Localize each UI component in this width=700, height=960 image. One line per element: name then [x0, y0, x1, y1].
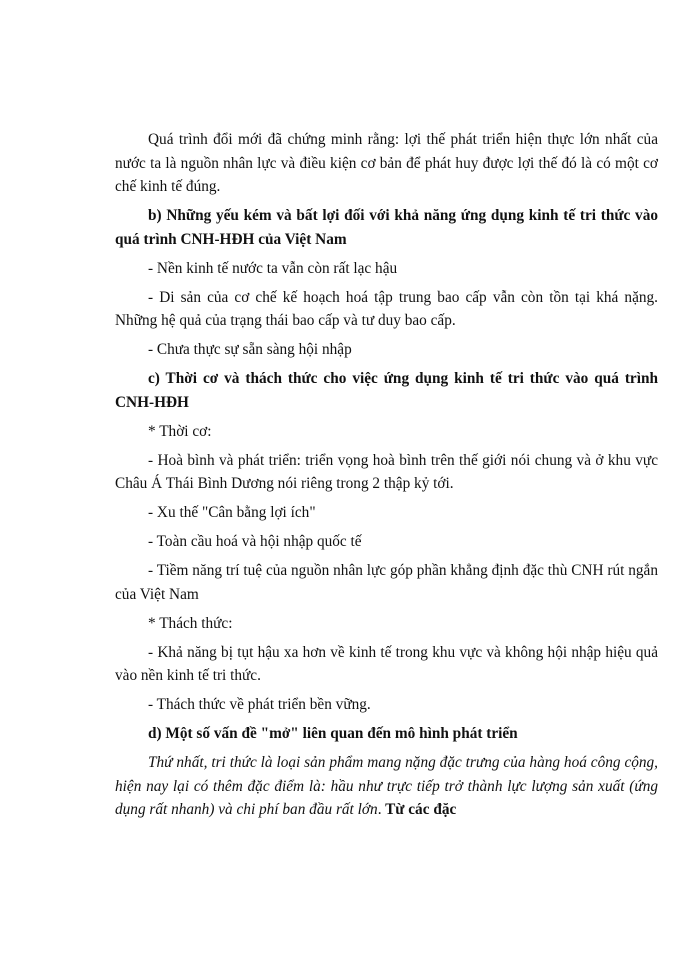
list-item-sustainable-development: - Thách thức về phát triển bền vững. [148, 696, 371, 713]
first-point-bold-text: Từ các đặc [381, 801, 457, 818]
list-item-balance-interests: - Xu thế "Cân bằng lợi ích" [148, 504, 316, 521]
list-item-peace-development: - Hoà bình và phát triển: triển vọng hoà bình trên thế giới nói chung và ở khu vực Châu Á Thái Bình Dương nói riêng trong 2 thập kỷ tới. [115, 451, 658, 492]
first-point-period: . [377, 801, 382, 818]
list-item-not-ready-integration: - Chưa thực sự sẵn sàng hội nhập [148, 341, 352, 358]
document-body [115, 128, 658, 827]
heading-opportunities-challenges: c) Thời cơ và thách thức cho việc ứng dụng kinh tế tri thức vào quá trình CNH-HĐH [115, 370, 658, 411]
list-item-globalization: - Toàn cầu hoá và hội nhập quốc tế [148, 533, 362, 550]
first-point-italic-text: Thứ nhất, tri thức là loại sản phẩm mang nặng đặc trưng của hàng hoá công cộng, hiện nay lại có thêm đặc điểm là: hầu như trực tiếp trở thành lực lượng sản xuất (ứng dụng rất nhanh) và chi phí ban đầu rất lớn [115, 754, 658, 818]
subheading-challenges: * Thách thức: [148, 614, 233, 632]
list-item-subsidy-legacy: - Di sản của cơ chế kế hoạch hoá tập trung bao cấp vẫn còn tồn tại khá nặng. Những hệ quả của trạng thái bao cấp và tư duy bao cấp. [115, 288, 658, 329]
paragraph-first-point [115, 751, 658, 822]
subheading-opportunities: * Thời cơ: [148, 422, 212, 440]
paragraph-renovation-process: Quá trình đổi mới đã chứng minh rằng: lợi thế phát triển hiện thực lớn nhất của nước ta là nguồn nhân lực và điều kiện cơ bản để phát huy được lợi thế đó là có một cơ chế kinh tế đúng. [115, 131, 658, 195]
list-item-backward-economy: - Nền kinh tế nước ta vẫn còn rất lạc hậu [148, 259, 398, 277]
heading-weaknesses: b) Những yếu kém và bất lợi đối với khả năng ứng dụng kinh tế tri thức vào quá trình CNH-HĐH của Việt Nam [115, 207, 658, 248]
list-item-intellectual-potential: - Tiềm năng trí tuệ của nguồn nhân lực góp phần khẳng định đặc thù CNH rút ngắn của Việt Nam [115, 562, 658, 603]
list-item-falling-behind: - Khả năng bị tụt hậu xa hơn về kinh tế trong khu vực và không hội nhập hiệu quả vào nền kinh tế tri thức. [115, 643, 658, 684]
heading-open-issues: d) Một số vấn đề "mở" liên quan đến mô hình phát triển [148, 725, 518, 742]
